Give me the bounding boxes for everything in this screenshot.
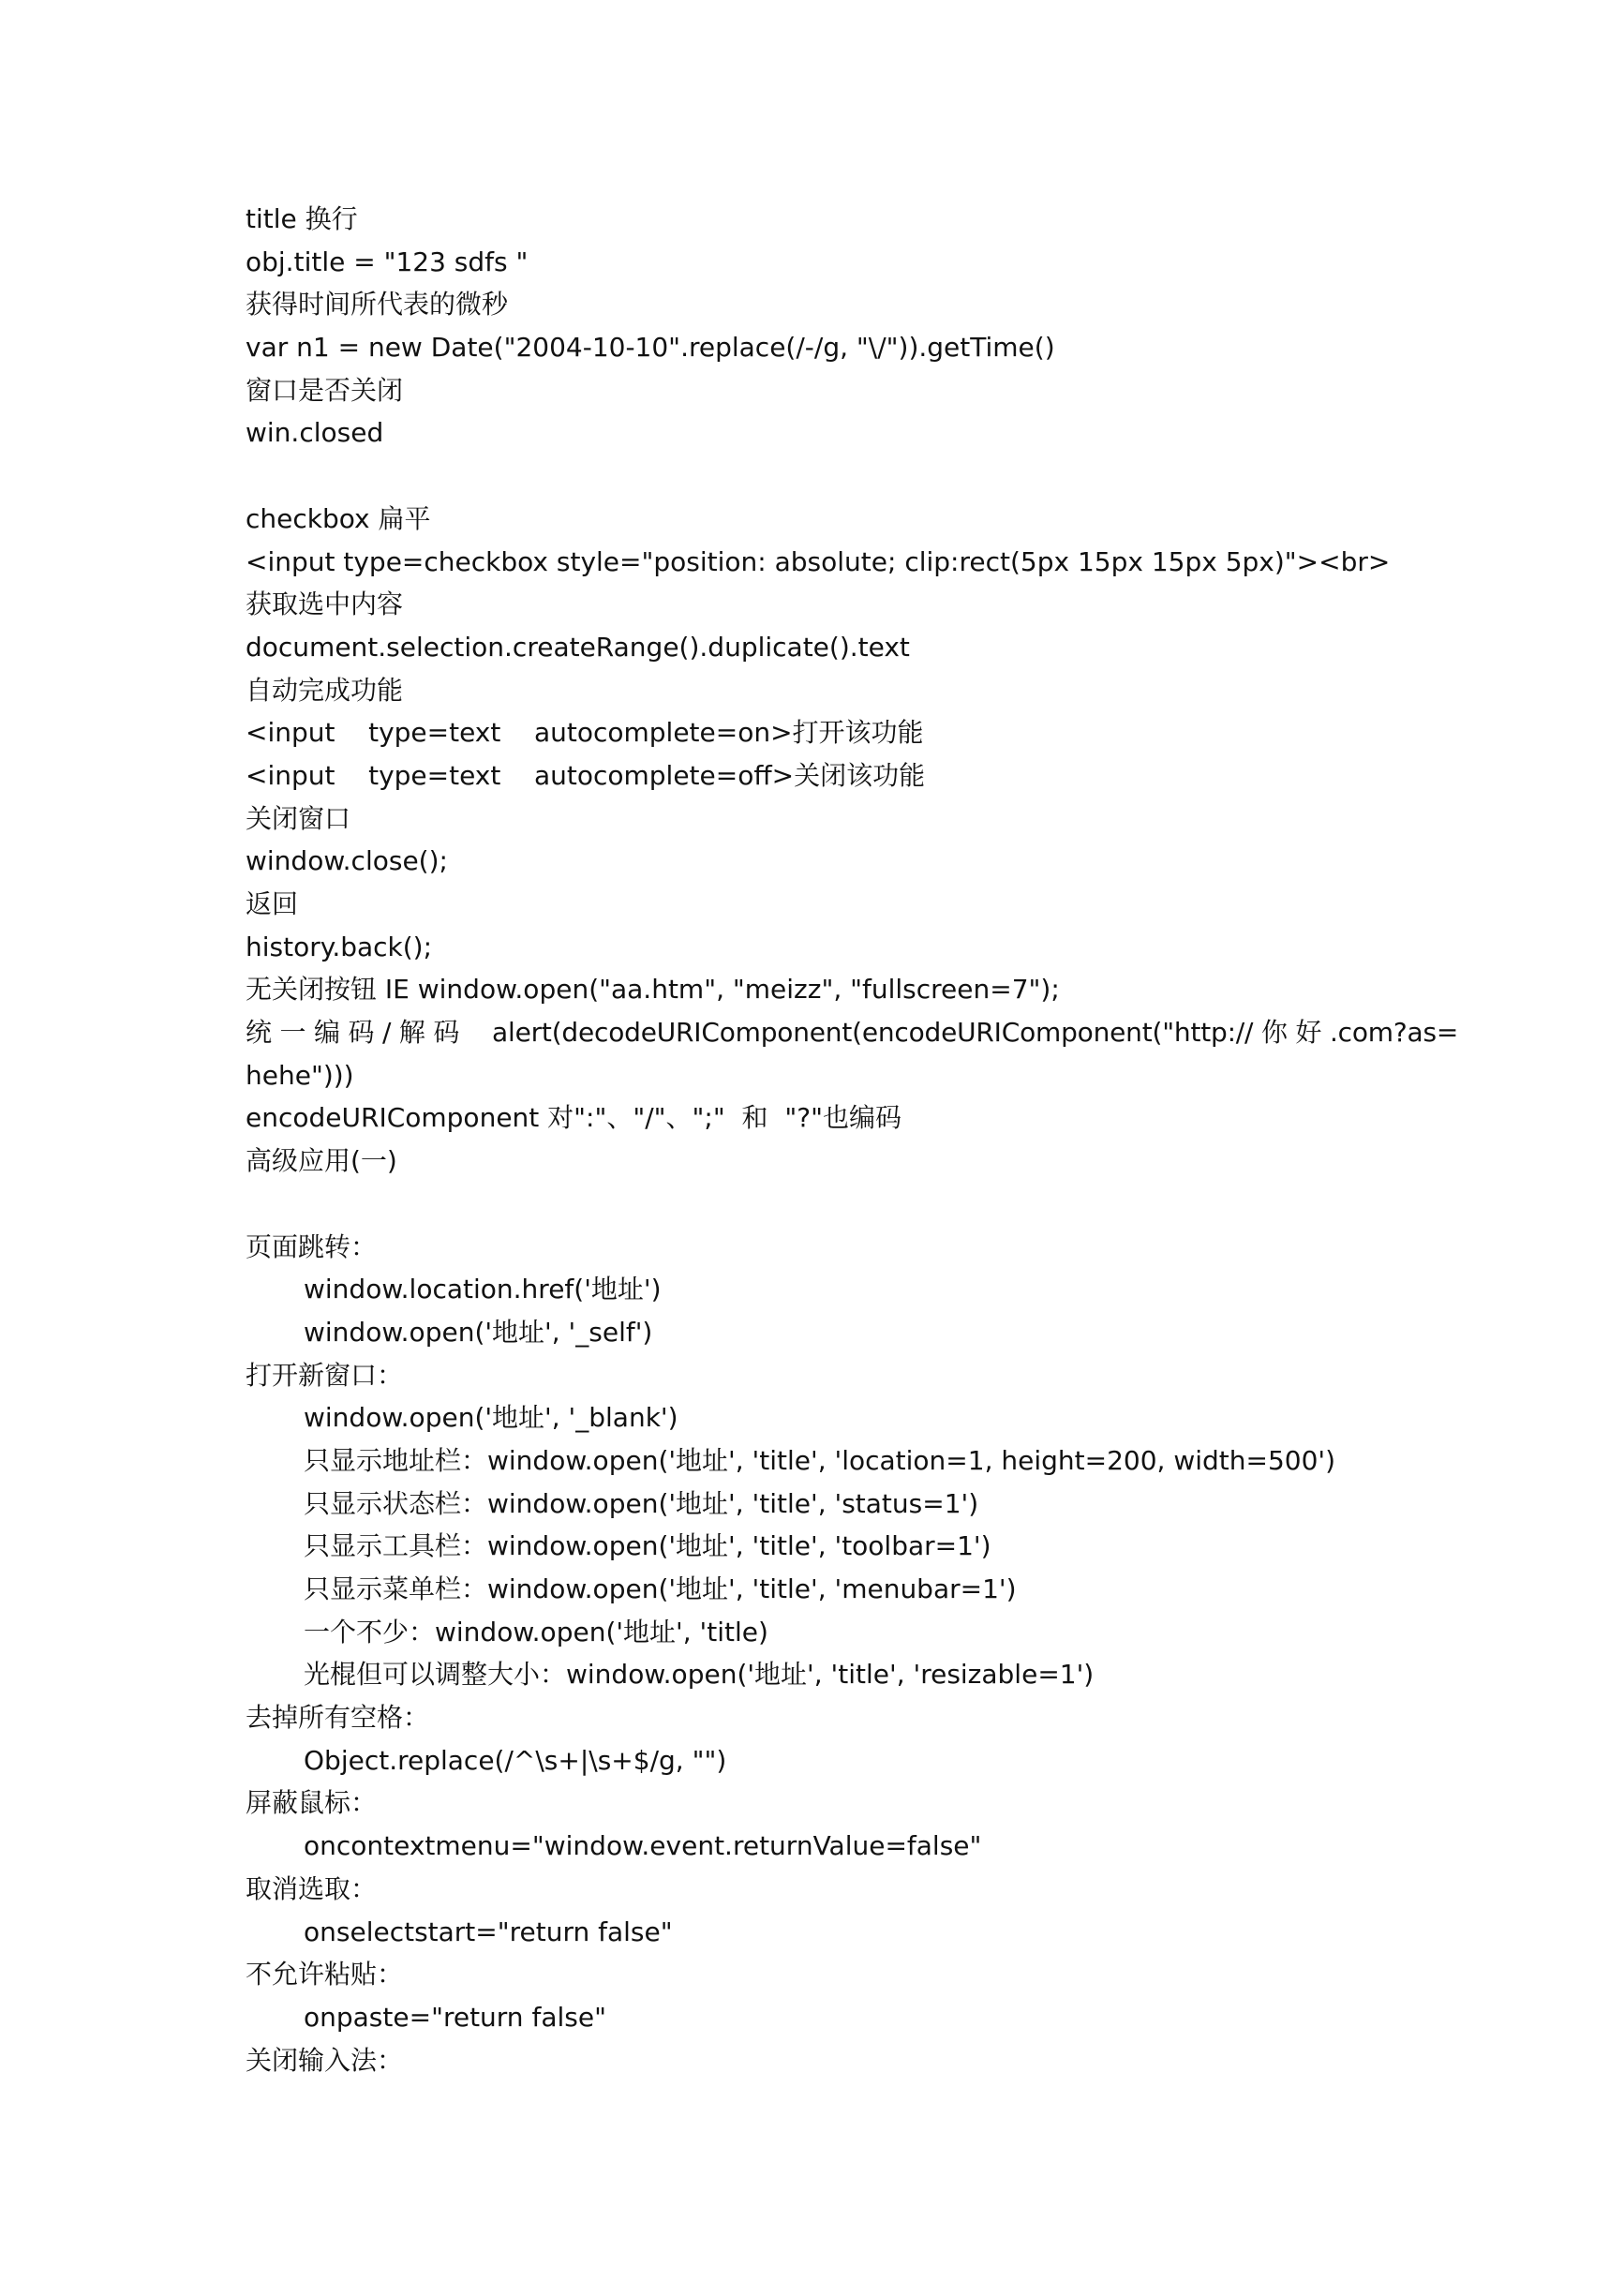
code-line: history.back(); [246,931,433,962]
code-line: var n1 = new Date("2004-10-10".replace(/-/g, "\/")).getTime() [246,332,1055,364]
text-line: encodeURIComponent 对":"、"/"、";" 和 "?"也编码 [246,1102,901,1134]
text-line: title 换行 [246,203,358,234]
text-line: 不允许粘贴： [246,1959,404,1990]
code-line: 无关闭按钮 IE window.open("aa.htm", "meizz", "fullscreen=7"); [246,974,1060,1006]
code-line: oncontextmenu="window.event.returnValue=false" [304,1830,982,1862]
code-line: window.close(); [246,845,448,877]
code-line: onpaste="return false" [304,2001,606,2033]
code-line: window.location.href('地址') [304,1274,662,1305]
text-line: 打开新窗口： [246,1359,404,1391]
code-line: 统 一 编 码 / 解 码 alert(decodeURIComponent(encodeURIComponent("http:// 你 好 .com?as= [246,1017,1459,1049]
text-line: 关闭输入法： [246,2044,404,2076]
code-line: document.selection.createRange().duplicate().text [246,631,910,663]
text-line: 页面跳转： [246,1230,378,1262]
code-line: win.closed [246,417,384,449]
text-line: 窗口是否关闭 [246,374,404,406]
text-line: 关闭窗口 [246,802,351,834]
code-line: Object.replace(/^\s+|\s+$/g, "") [304,1744,727,1776]
code-line: 只显示工具栏：window.open('地址', 'title', 'toolbar=1') [304,1530,991,1562]
text-line: 获取选中内容 [246,589,404,620]
code-line: 只显示菜单栏：window.open('地址', 'title', 'menubar=1') [304,1573,1017,1604]
section-heading: 高级应用(一) [246,1145,397,1177]
code-line: <input type=checkbox style="position: absolute; clip:rect(5px 15px 15px 5px)"><br> [246,545,1391,577]
code-line: 只显示地址栏：window.open('地址', 'title', 'location=1, height=200, width=500') [304,1444,1336,1476]
text-line: 返回 [246,888,299,919]
text-line: 取消选取： [246,1872,378,1904]
text-line: 自动完成功能 [246,674,404,706]
code-line: <input type=text autocomplete=on>打开该功能 [246,717,924,749]
code-line: onselectstart="return false" [304,1916,673,1947]
blank-line [246,1183,1398,1226]
code-line: <input type=text autocomplete=off>关闭该功能 [246,759,926,791]
code-line: hehe"))) [246,1059,354,1091]
code-line: 一个不少：window.open('地址', 'title) [304,1616,768,1647]
text-line: 获得时间所代表的微秒 [246,289,509,321]
text-line: 屏蔽鼠标： [246,1787,378,1819]
text-line: 去掉所有空格： [246,1702,430,1734]
code-line: window.open('地址', '_blank') [304,1402,678,1434]
code-line: window.open('地址', '_self') [304,1316,653,1348]
code-line: 只显示状态栏：window.open('地址', 'title', 'status=1') [304,1487,979,1519]
code-line: 光棍但可以调整大小：window.open('地址', 'title', 'resizable=1') [304,1659,1095,1691]
code-line: obj.title = "123 sdfs " [246,246,529,277]
blank-line [246,455,1398,498]
text-line: checkbox 扁平 [246,502,431,534]
document-body [246,198,1459,2081]
